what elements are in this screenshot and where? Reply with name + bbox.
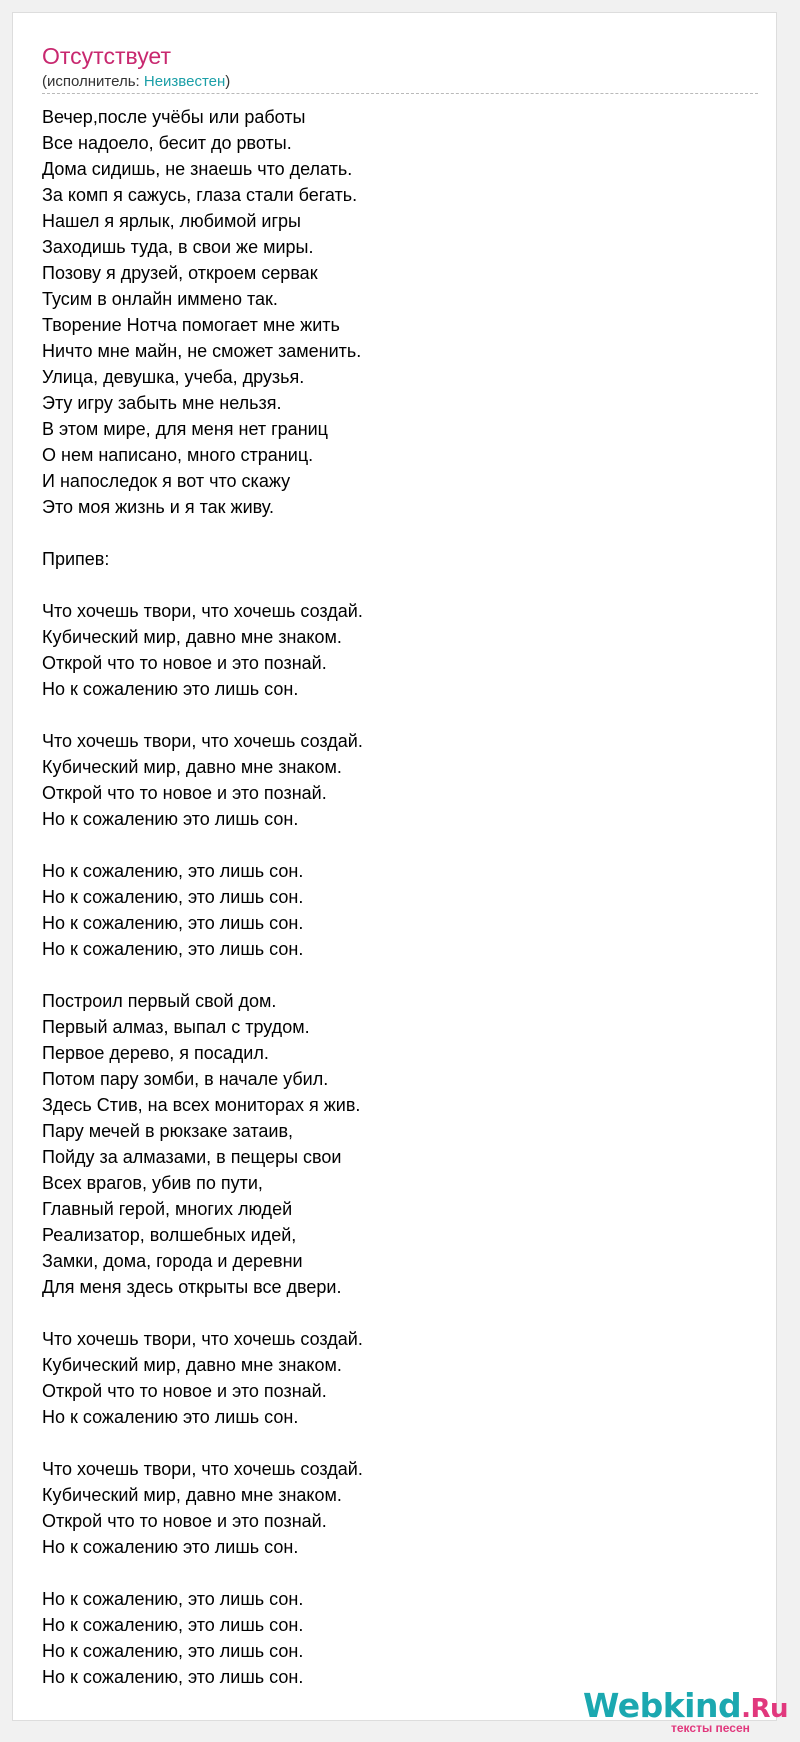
site-logo[interactable] [583,1686,789,1736]
lyric-line: Но к сожалению, это лишь сон. [42,1589,304,1609]
lyrics-text [42,104,742,1690]
artist-suffix: ) [225,73,231,90]
lyric-line: Первое дерево, я посадил. [42,1043,269,1063]
lyric-line: Ничто мне майн, не сможет заменить. [42,341,362,361]
lyric-line: Пойду за алмазами, в пещеры свои [42,1147,342,1167]
lyric-line: В этом мире, для меня нет границ [42,419,328,439]
lyric-line: Позову я друзей, откроем сервак [42,263,318,283]
lyric-line: Тусим в онлайн иммено так. [42,289,278,309]
lyric-line: Заходишь туда, в свои же миры. [42,237,314,257]
lyric-line: Что хочешь твори, что хочешь создай. [42,1459,363,1479]
lyric-blank-line [42,572,742,598]
lyric-line: Потом пару зомби, в начале убил. [42,1069,329,1089]
lyric-blank-line [42,1430,742,1456]
lyric-line: Дома сидишь, не знаешь что делать. [42,159,353,179]
lyric-line: Кубический мир, давно мне знаком. [42,1485,342,1505]
lyric-line: Что хочешь твори, что хочешь создай. [42,731,363,751]
artist-prefix: (исполнитель: [42,73,144,90]
lyric-line: Но к сожалению, это лишь сон. [42,887,304,907]
header-divider [42,93,758,94]
lyric-line: О нем написано, много страниц. [42,445,314,465]
lyric-line: И напоследок я вот что скажу [42,471,291,491]
lyric-line: Построил первый свой дом. [42,991,277,1011]
lyric-line: Улица, девушка, учеба, друзья. [42,367,305,387]
lyric-line: Пару мечей в рюкзаке затаив, [42,1121,294,1141]
lyric-line: Но к сожалению это лишь сон. [42,809,299,829]
lyric-line: Но к сожалению это лишь сон. [42,679,299,699]
lyric-blank-line [42,702,742,728]
lyric-line: Что хочешь твори, что хочешь создай. [42,601,363,621]
lyric-line: Вечер,после учёбы или работы [42,107,306,127]
lyric-line: Эту игру забыть мне нельзя. [42,393,282,413]
lyric-line: Но к сожалению это лишь сон. [42,1537,299,1557]
artist-line [42,72,230,92]
lyric-line: Но к сожалению это лишь сон. [42,1407,299,1427]
lyric-line: Первый алмаз, выпал с трудом. [42,1017,310,1037]
lyric-blank-line [42,1560,742,1586]
lyric-line: Творение Нотча помогает мне жить [42,315,340,335]
lyric-line: Замки, дома, города и деревни [42,1251,303,1271]
lyric-blank-line [42,962,742,988]
lyric-line: Что хочешь твори, что хочешь создай. [42,1329,363,1349]
lyric-line: Но к сожалению, это лишь сон. [42,939,304,959]
lyric-line: Для меня здесь открыты все двери. [42,1277,342,1297]
lyric-line: Открой что то новое и это познай. [42,783,327,803]
lyric-line: Но к сожалению, это лишь сон. [42,1667,304,1687]
lyric-line: Открой что то новое и это познай. [42,1381,327,1401]
lyric-line: Здесь Стив, на всех мониторах я жив. [42,1095,361,1115]
lyric-blank-line [42,1300,742,1326]
lyric-line: Главный герой, многих людей [42,1199,293,1219]
lyric-line: Всех врагов, убив по пути, [42,1173,263,1193]
song-title: Отсутствует [42,43,171,69]
lyric-blank-line [42,832,742,858]
lyric-line: Кубический мир, давно мне знаком. [42,757,342,777]
lyric-line: Нашел я ярлык, любимой игры [42,211,301,231]
lyric-line: Открой что то новое и это познай. [42,1511,327,1531]
lyric-line: Это моя жизнь и я так живу. [42,497,274,517]
lyric-line: Реализатор, волшебных идей, [42,1225,297,1245]
logo-tld: .Ru [741,1694,789,1724]
lyric-blank-line [42,520,742,546]
logo-name: Webkind [583,1686,742,1725]
lyric-line: Кубический мир, давно мне знаком. [42,1355,342,1375]
lyric-line: За комп я сажусь, глаза стали бегать. [42,185,358,205]
logo-tagline: тексты песен [671,1721,750,1735]
lyric-line: Все надоело, бесит до рвоты. [42,133,292,153]
lyric-line: Открой что то новое и это познай. [42,653,327,673]
artist-link[interactable]: Неизвестен [143,73,226,90]
lyric-line: Кубический мир, давно мне знаком. [42,627,342,647]
lyric-line: Припев: [42,549,110,569]
lyric-line: Но к сожалению, это лишь сон. [42,1615,304,1635]
lyric-line: Но к сожалению, это лишь сон. [42,1641,304,1661]
lyric-line: Но к сожалению, это лишь сон. [42,861,304,881]
lyric-line: Но к сожалению, это лишь сон. [42,913,304,933]
